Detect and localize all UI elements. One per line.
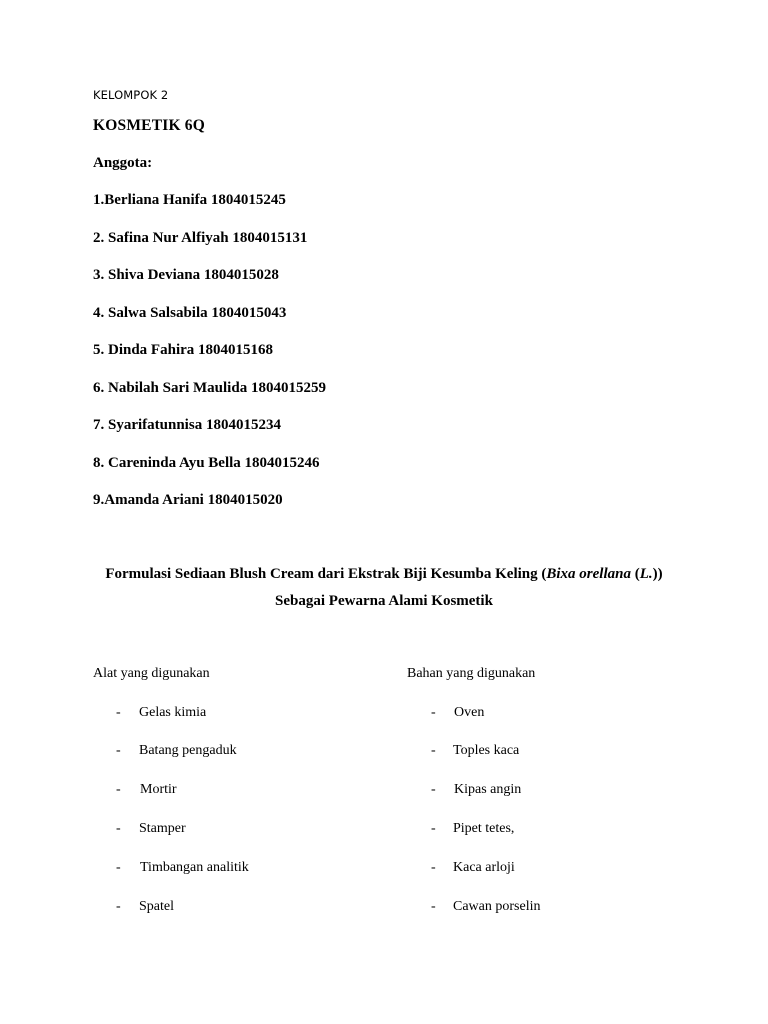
- tool-item: Mortir: [140, 782, 177, 797]
- title-author: L.: [639, 566, 653, 582]
- tool-item: Spatel: [139, 899, 174, 914]
- member-item: 6. Nabilah Sari Maulida 1804015259: [93, 380, 326, 396]
- material-item: Kaca arloji: [453, 860, 515, 875]
- material-item: Pipet tetes,: [453, 821, 515, 836]
- list-bullet: -: [431, 743, 436, 758]
- member-item: 1.Berliana Hanifa 1804015245: [93, 192, 286, 208]
- title-prefix: Formulasi Sediaan Blush Cream dari Ekstrak Biji Kesumba Keling (: [105, 566, 547, 582]
- list-bullet: -: [116, 860, 121, 875]
- material-item: Cawan porselin: [453, 899, 541, 914]
- group-label: KELOMPOK 2: [93, 88, 169, 102]
- member-item: 4. Salwa Salsabila 1804015043: [93, 305, 287, 321]
- tools-heading: Alat yang digunakan: [93, 666, 210, 681]
- document-title-line-1: [0, 566, 768, 583]
- subject-title: KOSMETIK 6Q: [93, 117, 206, 134]
- tool-item: Gelas kimia: [139, 705, 207, 720]
- material-item: Kipas angin: [454, 782, 522, 797]
- material-item: Oven: [454, 705, 485, 720]
- tool-item: Timbangan analitik: [140, 860, 249, 875]
- tool-item: Batang pengaduk: [139, 743, 237, 758]
- member-item: 8. Careninda Ayu Bella 1804015246: [93, 455, 320, 471]
- tool-item: Stamper: [139, 821, 186, 836]
- list-bullet: -: [116, 705, 121, 720]
- title-species: Bixa orellana: [546, 566, 631, 582]
- member-item: 3. Shiva Deviana 1804015028: [93, 267, 279, 283]
- list-bullet: -: [431, 821, 436, 836]
- title-mid: (: [630, 566, 640, 582]
- list-bullet: -: [431, 860, 436, 875]
- list-bullet: -: [116, 821, 121, 836]
- member-item: 7. Syarifatunnisa 1804015234: [93, 417, 281, 433]
- member-item: 2. Safina Nur Alfiyah 1804015131: [93, 230, 308, 246]
- list-bullet: -: [431, 705, 436, 720]
- list-bullet: -: [431, 782, 436, 797]
- member-item: 9.Amanda Ariani 1804015020: [93, 492, 283, 508]
- list-bullet: -: [431, 899, 436, 914]
- title-suffix: )): [652, 566, 663, 582]
- material-item: Toples kaca: [453, 743, 520, 758]
- document-title-line-2: Sebagai Pewarna Alami Kosmetik: [275, 593, 493, 609]
- members-heading: Anggota:: [93, 155, 153, 171]
- list-bullet: -: [116, 899, 121, 914]
- materials-heading: Bahan yang digunakan: [407, 666, 536, 681]
- list-bullet: -: [116, 743, 121, 758]
- member-item: 5. Dinda Fahira 1804015168: [93, 342, 274, 358]
- list-bullet: -: [116, 782, 121, 797]
